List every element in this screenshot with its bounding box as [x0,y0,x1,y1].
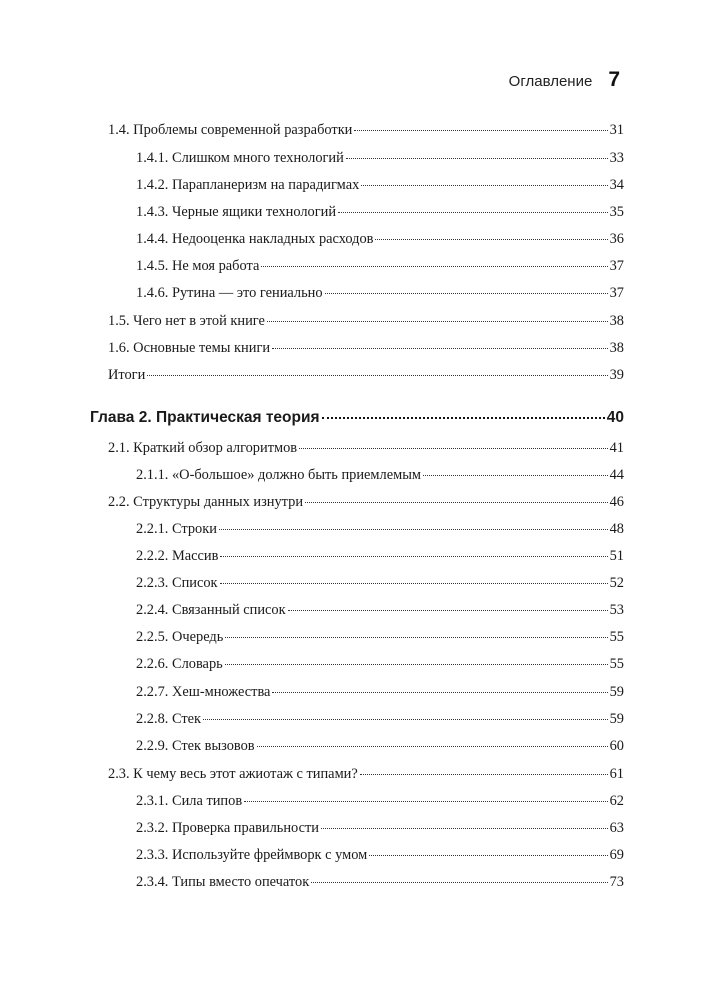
toc-entry-label: 1.6. Основные темы книги [108,340,271,356]
toc-entry-label: 2.1.1. «О-большое» должно быть приемлемым [136,467,421,483]
toc-entry [90,628,624,646]
toc-entry [90,737,624,755]
toc-entry-label: 2.2.6. Словарь [136,656,223,672]
toc-entry-page: 52 [609,575,624,591]
dot-leader [354,130,607,131]
toc-entry-label: 2.3. К чему весь этот ажиотаж с типами? [108,766,358,782]
dot-leader [225,637,607,638]
toc-entry-label: 1.4.5. Не моя работа [136,258,260,274]
toc-entry-label: 1.4.1. Слишком много технологий [136,150,344,166]
dot-leader [305,502,608,503]
dot-leader [299,448,608,449]
toc-entry-label: 2.2.7. Хеш-множества [136,684,271,700]
toc-entry-label: Итоги [108,367,146,383]
toc-entry-page: 53 [609,602,624,618]
dot-leader [261,266,607,267]
toc-entry-page: 62 [609,793,624,809]
dot-leader [257,746,608,747]
toc-entry-label: 2.2.9. Стек вызовов [136,738,255,754]
toc-entry [90,493,624,511]
dot-leader [220,583,608,584]
toc-entry [90,574,624,592]
toc-entry-page: 55 [609,629,624,645]
toc-entry [90,312,624,330]
toc-entry-page: 51 [609,548,624,564]
toc-entry-page: 37 [609,258,624,274]
toc-entry-page: 69 [609,847,624,863]
toc-entry-page: 59 [609,711,624,727]
toc-entry-page: 73 [609,874,624,890]
dot-leader [423,475,608,476]
page-number: 7 [608,68,620,91]
toc-entry-label: 1.4.6. Рутина — это гениально [136,285,323,301]
toc-entry [90,601,624,619]
toc-entry-label: 2.2. Структуры данных изнутри [108,494,304,510]
toc-entry [90,547,624,565]
toc-entry [90,846,624,864]
toc-entry [90,819,624,837]
running-header-title: Оглавление [508,73,593,90]
toc-entry-page: 38 [609,340,624,356]
dot-leader [272,348,608,349]
toc-entry-page: 39 [609,367,624,383]
toc-chapter-entry [90,409,624,427]
toc-entry-label: Глава 2. Практическая теория [90,409,320,426]
toc-entry [90,203,624,221]
dot-leader [147,375,607,376]
toc-entry-label: 1.4.3. Черные ящики технологий [136,204,337,220]
toc-entry-page: 41 [609,440,624,456]
dot-leader [325,293,608,294]
toc-entry [90,176,624,194]
dot-leader [369,855,607,856]
dot-leader [338,212,608,213]
toc-entry-page: 40 [606,409,624,426]
toc-entry-page: 46 [609,494,624,510]
toc-entry-label: 2.2.2. Массив [136,548,219,564]
toc-entry-label: 2.1. Краткий обзор алгоритмов [108,440,298,456]
toc-entry-label: 1.4.4. Недооценка накладных расходов [136,231,374,247]
toc-entry-page: 60 [609,738,624,754]
toc-entry [90,121,624,139]
toc-entry [90,257,624,275]
toc-entry-label: 2.2.3. Список [136,575,218,591]
toc-entry-label: 2.3.3. Используйте фреймворк с умом [136,847,368,863]
toc-entry-label: 2.2.4. Связанный список [136,602,286,618]
toc-entry-label: 1.4. Проблемы современной разработки [108,122,353,138]
toc-entry-page: 44 [609,467,624,483]
toc-entry-page: 36 [609,231,624,247]
toc-entry [90,655,624,673]
toc-entry-label: 2.3.4. Типы вместо опечаток [136,874,310,890]
dot-leader [244,801,607,802]
toc-entry-page: 48 [609,521,624,537]
toc-entry-page: 35 [609,204,624,220]
toc-entry [90,339,624,357]
toc-entry [90,366,624,384]
dot-leader [219,529,608,530]
toc-entry-label: 2.2.8. Стек [136,711,202,727]
dot-leader [311,882,607,883]
toc-entry [90,284,624,302]
toc-entry-page: 33 [609,150,624,166]
toc-entry [90,149,624,167]
toc-entry [90,873,624,891]
toc-entry [90,439,624,457]
toc-entry [90,230,624,248]
toc-entry [90,683,624,701]
dot-leader [346,158,608,159]
dot-leader [322,417,605,419]
toc-entry-page: 59 [609,684,624,700]
toc-entry-label: 2.2.5. Очередь [136,629,224,645]
toc-entry [90,792,624,810]
toc-entry-page: 63 [609,820,624,836]
dot-leader [361,185,607,186]
toc-entry-page: 37 [609,285,624,301]
dot-leader [375,239,607,240]
toc-entry-label: 1.5. Чего нет в этой книге [108,313,265,329]
toc-entry-page: 34 [609,177,624,193]
dot-leader [288,610,608,611]
toc-entry-page: 38 [609,313,624,329]
toc-entry [90,466,624,484]
toc-entry-label: 2.3.2. Проверка правильности [136,820,319,836]
toc-entry [90,520,624,538]
dot-leader [272,692,607,693]
toc-entry-page: 61 [609,766,624,782]
dot-leader [220,556,607,557]
dot-leader [267,321,608,322]
toc-entry [90,710,624,728]
toc-entry-page: 55 [609,656,624,672]
toc-entry [90,765,624,783]
toc-entry-page: 31 [609,122,624,138]
dot-leader [321,828,608,829]
running-header [509,68,620,92]
toc-entry-label: 2.2.1. Строки [136,521,217,537]
toc-entry-label: 1.4.2. Парапланеризм на парадигмах [136,177,360,193]
dot-leader [225,664,608,665]
dot-leader [203,719,608,720]
toc-entry-label: 2.3.1. Сила типов [136,793,243,809]
dot-leader [360,774,608,775]
